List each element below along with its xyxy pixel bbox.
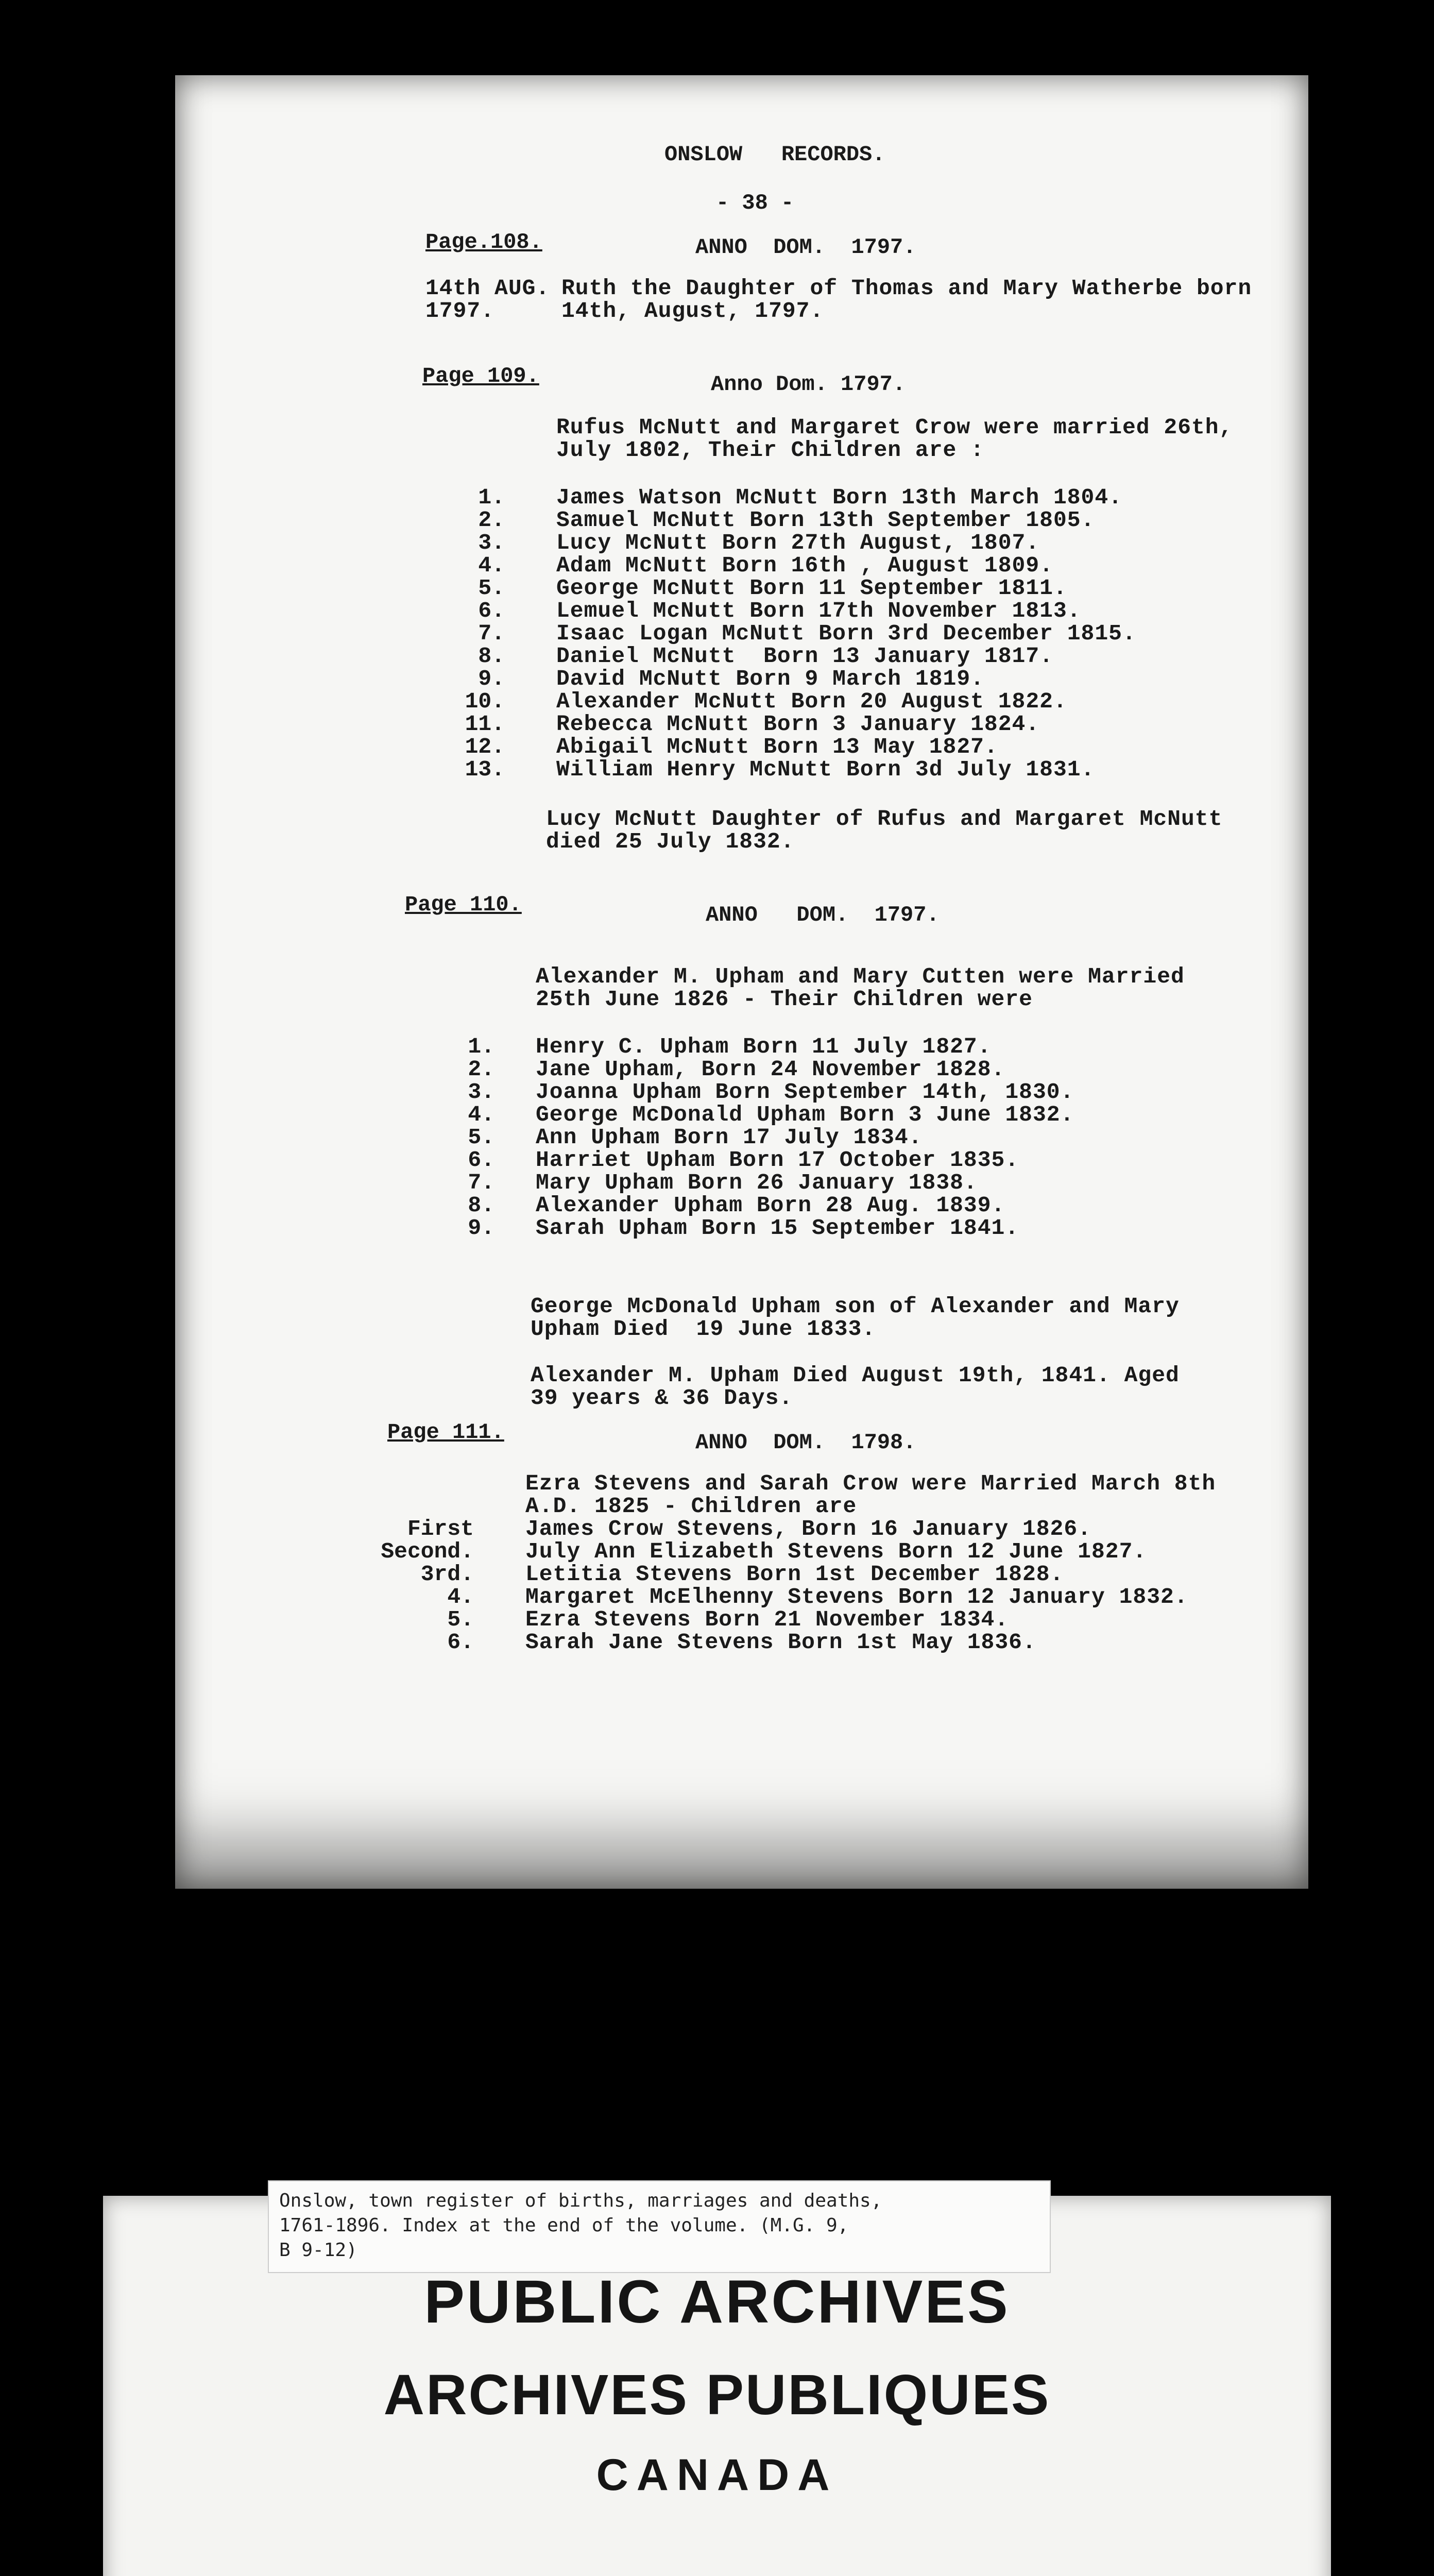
record-page: ONSLOW RECORDS. - 38 - Page.108. ANNO DOM. 1797. 14th AUG. 1797. Ruth the Daughter of Thomas and Mary Watherbe born 14th, August, 1797. Page 109. Anno Dom. 1797. Rufus McNutt and Margaret Crow were married 26th, July 1802, Their Children are : 1. James Watson McNutt Born 13th March 1804. 2. Samuel McNutt Born 13th September 1805. 3. Lucy McNutt Born 27th August, 1807. 4. Adam McNutt Born 16th , August 1809. 5. George McNutt Born 11 September 1811. 6. Lemuel McNutt Born 17th November 1813. 7. Isaac Logan McNutt Born 3rd December 1815. 8. Daniel McNutt Born 13 January 1817. 9. David McNutt Born 9 March 1819. 10. Alexander McNutt Born 20 August 1822. 11. Rebecca McNutt Born 3 January 1824. 12. Abigail McNutt Born 13 May 1827. 13. William Henry McNutt Born 3d July 1831. Lucy McNutt Daughter of Rufus and Margaret McNutt died 25 July 1832. Page 110. ANNO DOM. 1797. Alexander M. Upham and Mary Cutten were Married 25th June 1826 - Their Children were 1. Henry C. Upham Born 11 July 1827. 2. Jane Upham, Born 24 November 1828. 3. Joanna Upham Born September 14th, 1830. 4. George McDonald Upham Born 3 June 1832. 5. Ann Upham Born 17 July 1834. 6. Harriet Upham Born 17 October 1835. 7. Mary Upham Born 26 January 1838. 8. Alexander Upham Born 28 Aug. 1839. 9. Sarah Upham Born 15 September 1841. George McDonald Upham son of Alexander and Mary Upham Died 19 June 1833. Alexander M. Upham Died August 19th, 1841. Aged 39 years & 36 Days. Page 111. ANNO DOM. 1798. Ezra Stevens and Sarah Crow were Married March 8th A.D. 1825 - Children are First James Crow Stevens, Born 16 January 1826. Second. July Ann Elizabeth Stevens Born 12 June 1827. 3rd. Letitia Stevens Born 1st December 1828. 4. Margaret McElhenny Stevens Born 12 January 1832. 5. Ezra Stevens Born 21 November 1834. 6. Sarah Jane Stevens Born 1st May 1836. xyxy=(175,75,1308,1889)
page-label-108: Page.108. xyxy=(425,230,542,255)
death-110-2-line1: Alexander M. Upham Died August 19th, 1841. Aged xyxy=(531,1363,1180,1388)
date-108-line2: 1797. xyxy=(425,298,495,324)
archives-publiques-heading: ARCHIVES PUBLIQUES xyxy=(383,2363,1051,2427)
caption-line-1: Onslow, town register of births, marriages and deaths, xyxy=(279,2190,882,2211)
intro-110-line1: Alexander M. Upham and Mary Cutten were Married xyxy=(536,964,1185,989)
entry-108-line1: Ruth the Daughter of Thomas and Mary Watherbe born xyxy=(561,276,1252,301)
death-110-1-line2: Upham Died 19 June 1833. xyxy=(531,1316,876,1342)
death-109-line1: Lucy McNutt Daughter of Rufus and Margaret McNutt xyxy=(546,806,1223,832)
intro-111-line1: Ezra Stevens and Sarah Crow were Married March 8th xyxy=(525,1471,1216,1496)
canada-heading: CANADA xyxy=(596,2450,838,2500)
anno-109: Anno Dom. 1797. xyxy=(711,372,906,397)
anno-110: ANNO DOM. 1797. xyxy=(706,903,940,927)
intro-111-line2: A.D. 1825 - Children are xyxy=(525,1494,857,1519)
anno-108: ANNO DOM. 1797. xyxy=(695,235,916,260)
page-title: ONSLOW RECORDS. xyxy=(664,142,885,167)
page-label-109: Page 109. xyxy=(422,364,539,388)
page-label-110: Page 110. xyxy=(405,892,522,917)
intro-109-line2: July 1802, Their Children are : xyxy=(556,437,984,463)
death-109-line2: died 25 July 1832. xyxy=(546,829,795,854)
page-label-111: Page 111. xyxy=(387,1420,504,1445)
caption-line-2: 1761-1896. Index at the end of the volume. (M.G. 9, xyxy=(279,2215,849,2236)
caption-line-3: B 9-12) xyxy=(279,2240,357,2261)
death-110-2-line2: 39 years & 36 Days. xyxy=(531,1385,793,1411)
date-108-line1: 14th AUG. xyxy=(425,276,550,301)
entry-108-line2: 14th, August, 1797. xyxy=(561,298,824,324)
anno-111: ANNO DOM. 1798. xyxy=(695,1430,916,1455)
intro-109-line1: Rufus McNutt and Margaret Crow were married 26th, xyxy=(556,415,1233,440)
death-110-1-line1: George McDonald Upham son of Alexander and Mary xyxy=(531,1294,1180,1319)
public-archives-heading: PUBLIC ARCHIVES xyxy=(424,2268,1010,2336)
archive-caption xyxy=(268,2180,1051,2273)
page-number: - 38 - xyxy=(716,191,794,215)
intro-110-line2: 25th June 1826 - Their Children were xyxy=(536,987,1033,1012)
